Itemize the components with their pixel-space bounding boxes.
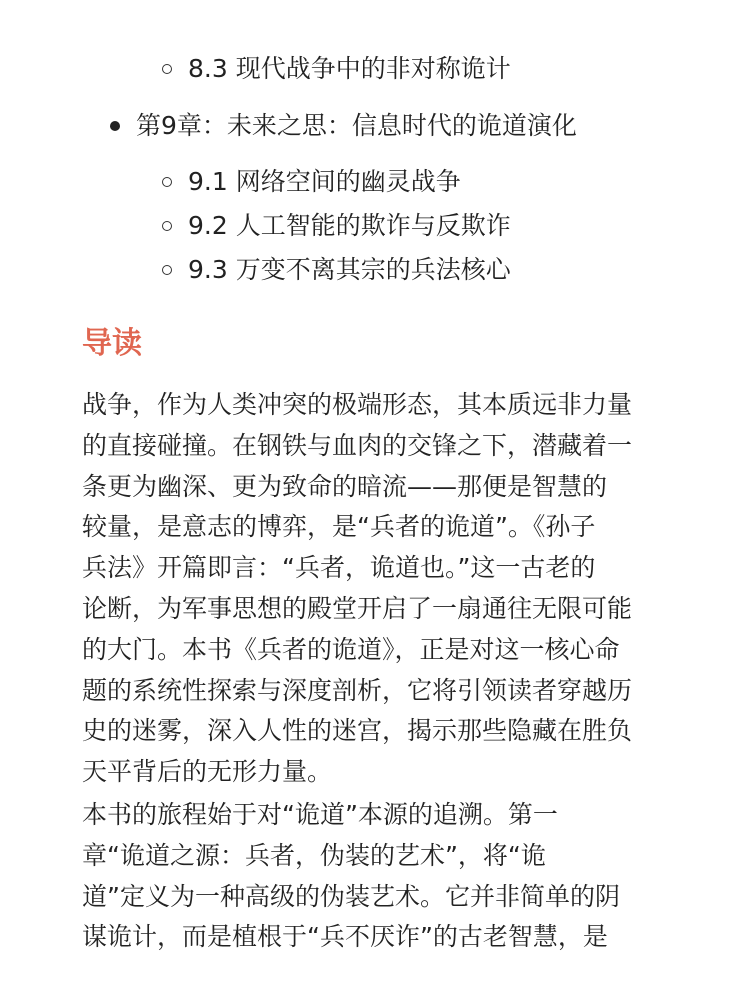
outline-subitem-text: 8.3 现代战争中的非对称诡计 — [188, 54, 511, 83]
text-line: 题的系统性探索与深度剖析，它将引领读者穿越历 — [82, 675, 633, 705]
text-line: 战争，作为人类冲突的极端形态，其本质远非力量 — [82, 390, 633, 419]
text-line: 章“诡道之源：兵者，伪装的艺术”，将“诡 — [82, 840, 546, 870]
text-line: 道”定义为一种高级的伪装艺术。它并非简单的阴 — [82, 881, 620, 911]
text-line: 的大门。本书《兵者的诡道》，正是对这一核心命 — [82, 634, 620, 664]
intro-paragraph-1 — [82, 385, 672, 793]
outline-subitem-9-1 — [162, 165, 461, 199]
text-line: 谋诡计，而是植根于“兵不厌诈”的古老智慧，是 — [82, 922, 608, 952]
text-line: 天平背后的无形力量。 — [82, 757, 333, 787]
outline-chapter-text: 第9章：未来之思：信息时代的诡道演化 — [136, 111, 577, 140]
text-line: 史的迷雾，深入人性的迷宫，揭示那些隐藏在胜负 — [82, 716, 633, 746]
hollow-bullet-icon — [162, 221, 172, 231]
text-line: 论断，为军事思想的殿堂开启了一扇通往无限可能 — [82, 593, 633, 623]
hollow-bullet-icon — [162, 177, 172, 187]
hollow-bullet-icon — [162, 64, 172, 74]
text-line: 条更为幽深、更为致命的暗流——那便是智慧的 — [82, 471, 608, 501]
text-line: 的直接碰撞。在钢铁与血肉的交锋之下，潜藏着一 — [82, 430, 633, 460]
filled-bullet-icon — [110, 121, 120, 131]
intro-paragraph-2 — [82, 795, 672, 958]
outline-subitem-8-3 — [162, 52, 511, 86]
intro-heading: 导读 — [82, 326, 142, 361]
hollow-bullet-icon — [162, 265, 172, 275]
outline-subitem-9-2 — [162, 209, 511, 243]
text-line: 较量，是意志的博弈，是“兵者的诡道”。《孙子 — [82, 512, 596, 542]
outline-subitem-text: 9.3 万变不离其宗的兵法核心 — [188, 255, 511, 284]
outline-subitem-text: 9.2 人工智能的欺诈与反欺诈 — [188, 211, 511, 240]
outline-subitem-text: 9.1 网络空间的幽灵战争 — [188, 167, 461, 196]
text-line: 本书的旅程始于对“诡道”本源的追溯。第一 — [82, 800, 558, 829]
outline-chapter-9 — [110, 109, 577, 143]
text-line: 兵法》开篇即言：“兵者，诡道也。”这一古老的 — [82, 553, 596, 583]
outline-subitem-9-3 — [162, 253, 511, 287]
